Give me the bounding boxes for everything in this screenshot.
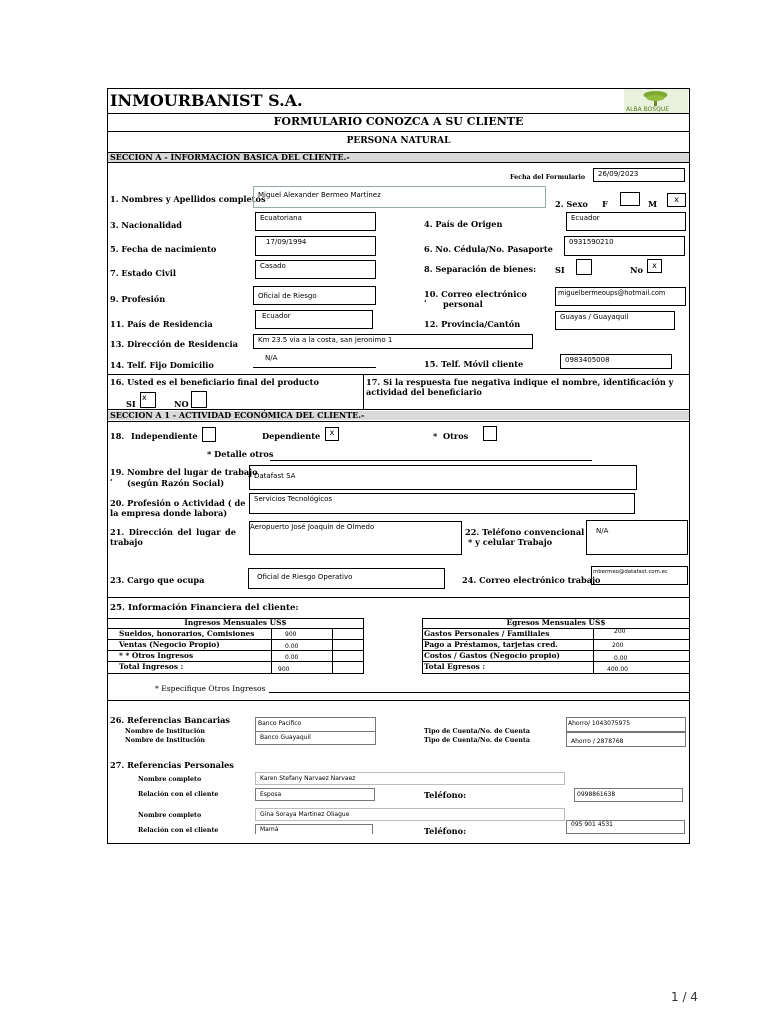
egresos-total-value[interactable]: 400.00 [607, 666, 628, 673]
correo-field[interactable]: miguelbermeoups@hotmail.com [555, 287, 686, 306]
beneficiario-detalle-label: 17. Si la respuesta fue negativa indique el nombre, identificación y actividad del beneficiario [366, 377, 674, 397]
nacionalidad-label: 3. Nacionalidad [110, 220, 182, 230]
ingresos-total-label: Total Ingresos : [119, 662, 184, 671]
pais-origen-field[interactable]: Ecuador [566, 212, 686, 231]
sexo-label: 2. Sexo [555, 199, 588, 209]
direccion-trabajo-field[interactable]: Aeropuerto José Joaquin de Olmedo [249, 521, 462, 555]
correo-trabajo-field[interactable]: mbermeo@datafast.com.ec [591, 566, 688, 585]
page-number: 1 / 4 [671, 990, 698, 1004]
provincia-label: 12. Provincia/Cantón [424, 319, 521, 329]
ref-bancarias-label: 26. Referencias Bancarias [110, 715, 230, 725]
ingresos-row-label: Ventas (Negocio Propio) [119, 640, 220, 649]
fecha-nacimiento-field[interactable]: 17/09/1994 [255, 236, 376, 256]
lugar-trabajo-label-2: (según Razón Social) [127, 478, 225, 488]
ref-1-telefono-field[interactable]: 0998861638 [574, 788, 683, 802]
independiente-label: Independiente [131, 431, 198, 441]
divider [107, 700, 690, 701]
egresos-row-value[interactable]: 0.00 [614, 655, 628, 662]
ingresos-row-label: Sueldos, honorarios, Comisiones [119, 629, 255, 638]
telf-fijo-label: 14. Telf. Fijo Domicilio [110, 360, 214, 370]
separacion-no-checkbox[interactable]: x [647, 259, 662, 273]
egresos-row-value[interactable]: 200 [614, 628, 626, 635]
estado-civil-label: 7. Estado Civil [110, 268, 176, 278]
egresos-total-label: Total Egresos : [424, 662, 486, 671]
pais-origen-label: 4. País de Origen [424, 219, 503, 229]
lugar-trabajo-label: 19. Nombre del lugar de trabajo [110, 467, 258, 477]
detalle-otros-label: * Detalle otros [207, 449, 274, 459]
banco-1-field[interactable]: Banco Pacifico [255, 717, 376, 732]
ref-2-name-field[interactable]: Gina Soraya Martinez Oliague [255, 808, 565, 821]
divider [107, 113, 690, 114]
otros-label: * Otros [433, 431, 469, 441]
egresos-row-label: Pago a Préstamos, tarjetas cred. [424, 640, 558, 649]
cuenta-1-field[interactable]: Ahorro/ 1043075975 [566, 717, 686, 732]
form-title: FORMULARIO CONOZCA A SU CLIENTE [273, 115, 524, 128]
egresos-row-label: Costos / Gastos (Negocio propio) [424, 651, 560, 660]
egresos-row-value[interactable]: 200 [612, 642, 624, 649]
divider [107, 162, 690, 163]
telf-movil-field[interactable]: 0983405008 [560, 354, 672, 369]
form-subtitle: PERSONA NATURAL [346, 136, 451, 146]
ref-2-telefono-field[interactable]: 095 901 4531 [566, 820, 685, 834]
cargo-label: 23. Cargo que ocupa [110, 575, 205, 585]
pais-residencia-field[interactable]: Ecuador [255, 310, 373, 329]
logo-text: ALBA BOSQUE [626, 106, 670, 113]
tipo-cuenta-label: Tipo de Cuenta/No. de Cuenta [424, 728, 530, 735]
company-name: INMOURBANIST S.A. [110, 91, 303, 110]
fecha-field[interactable]: 26/09/2023 [593, 168, 685, 182]
beneficiario-label: 16. Usted es el beneficiario final del producto [110, 377, 319, 387]
relacion-label: Relación con el cliente [138, 791, 219, 798]
divider [107, 374, 690, 375]
telefono-label: Teléfono: [424, 826, 467, 836]
ref-personales-label: 27. Referencias Personales [110, 760, 234, 770]
correo-label-2: personal [443, 299, 483, 309]
provincia-field[interactable]: Guayas / Guayaquil [555, 311, 675, 330]
table-col-line [271, 628, 272, 673]
pais-residencia-label: 11. País de Residencia [110, 319, 213, 329]
sexo-m-label: M [648, 199, 658, 209]
egresos-row-label: Gastos Personales / Familiales [424, 629, 550, 638]
profesion-field[interactable]: Oficial de Riesgo [253, 286, 376, 305]
cedula-field[interactable]: 0931590210 [564, 236, 685, 256]
especifique-label: * Especifique Otros Ingresos [155, 684, 266, 693]
telefono-label: Teléfono: [424, 790, 467, 800]
independiente-checkbox[interactable] [202, 427, 216, 442]
nombres-label: 1. Nombres y Apellidos completos [110, 194, 266, 204]
actividad-number: 18. [110, 431, 125, 441]
correo-trabajo-label: 24. Correo electrónico trabajo [462, 575, 601, 585]
cuenta-2-field[interactable]: Ahorro / 2878768 [566, 732, 686, 747]
otros-text: Otros [442, 431, 469, 441]
egresos-header: Egresos Mensuales US$ [506, 618, 606, 627]
fecha-nacimiento-label: 5. Fecha de nacimiento [110, 244, 217, 254]
lugar-trabajo-field[interactable]: Datafast SA [249, 465, 637, 490]
table-col-line [332, 628, 333, 673]
telefono-trabajo-label-2: * y celular Trabajo [468, 537, 553, 547]
institucion-label: Nombre de Institución [125, 737, 205, 744]
beneficiario-no-checkbox[interactable] [191, 391, 207, 408]
separacion-label: 8. Separación de bienes: [424, 264, 537, 274]
beneficiario-no-label: NO [174, 399, 189, 409]
ingresos-total-value[interactable]: 900 [278, 666, 290, 673]
cargo-field[interactable]: Oficial de Riesgo Operativo [248, 568, 445, 589]
especifique-field[interactable] [269, 692, 690, 693]
detalle-otros-field[interactable] [270, 460, 592, 461]
telefono-trabajo-label: 22. Teléfono convencional [465, 527, 585, 537]
ingresos-row-label-text: * Otros Ingresos [125, 651, 194, 660]
lugar-trabajo-apostrophe: ‘ [110, 477, 113, 487]
ingresos-header: Ingresos Mensuales US$ [184, 618, 287, 627]
actividad-empresa-label: 20. Profesión o Actividad ( de la empresa donde labora) [110, 498, 246, 518]
section-a1-header: SECCION A 1 - ACTIVIDAD ECONÓMICA DEL CLIENTE.- [108, 411, 689, 420]
sexo-f-checkbox[interactable] [620, 192, 640, 206]
actividad-empresa-field[interactable]: Servicios Tecnológicos [249, 493, 635, 514]
telefono-trabajo-field[interactable]: N/A [586, 520, 688, 555]
dependiente-checkbox[interactable]: x [325, 427, 339, 441]
ingresos-row-label: * * Otros Ingresos [119, 651, 194, 660]
otros-checkbox[interactable] [483, 426, 497, 441]
direccion-field[interactable]: Km 23.5 via a la costa, san jeronimo 1 [253, 334, 533, 349]
ref-2-relacion-field[interactable]: Mamá [255, 824, 373, 834]
estado-civil-field[interactable]: Casado [255, 260, 376, 279]
nombre-completo-label: Nombre completo [138, 776, 202, 783]
ref-1-relacion-field[interactable]: Esposa [255, 788, 375, 801]
separacion-si-checkbox[interactable] [576, 259, 592, 275]
divider-vertical [363, 374, 364, 409]
direccion-trabajo-label: 21. Dirección del lugar de trabajo [110, 527, 236, 547]
tipo-cuenta-label: Tipo de Cuenta/No. de Cuenta [424, 737, 530, 744]
financiera-label: 25. Información Financiera del cliente: [110, 603, 299, 613]
section-a-header: SECCION A - INFORMACION BASICA DEL CLIENTE.- [108, 153, 689, 162]
divider [107, 131, 690, 132]
ingresos-row-value[interactable]: 0.00 [285, 643, 299, 650]
profesion-label: 9. Profesión [110, 294, 166, 304]
institucion-label: Nombre de Institución [125, 728, 205, 735]
sexo-m-checkbox[interactable]: x [667, 193, 686, 207]
separacion-no-label: No [630, 265, 643, 275]
ref-1-name-field[interactable]: Karen Stefany Narvaez Narvaez [255, 772, 565, 785]
table-col-line [593, 628, 594, 673]
banco-2-field[interactable]: Banco Guayaquil [255, 732, 376, 745]
dependiente-label: Dependiente [262, 431, 321, 441]
separacion-si-label: SI [555, 265, 565, 275]
divider [107, 421, 690, 422]
nacionalidad-field[interactable]: Ecuatoriana [255, 212, 376, 231]
ingresos-row-value[interactable]: 0.00 [285, 654, 299, 661]
telf-fijo-field[interactable]: N/A [253, 353, 376, 368]
correo-label: 10. Correo electrónico [424, 289, 527, 299]
correo-label-apostrophe: ‘ [424, 298, 427, 308]
divider [107, 597, 690, 598]
sexo-f-label: F [602, 199, 608, 209]
direccion-label: 13. Dirección de Residencia [110, 339, 238, 349]
cedula-label: 6. No. Cédula/No. Pasaporte [424, 244, 553, 254]
ingresos-row-value[interactable]: 900 [285, 631, 297, 638]
telf-movil-label: 15. Telf. Móvil cliente [424, 359, 524, 369]
beneficiario-si-checkbox[interactable]: x [140, 392, 156, 408]
company-logo [624, 89, 688, 114]
fecha-label: Fecha del Formulario [510, 174, 586, 181]
beneficiario-si-label: SI [126, 399, 136, 409]
nombres-field[interactable]: Miguel Alexander Bermeo Martínez [253, 186, 546, 208]
nombre-completo-label: Nombre completo [138, 812, 202, 819]
relacion-label: Relación con el cliente [138, 827, 219, 834]
